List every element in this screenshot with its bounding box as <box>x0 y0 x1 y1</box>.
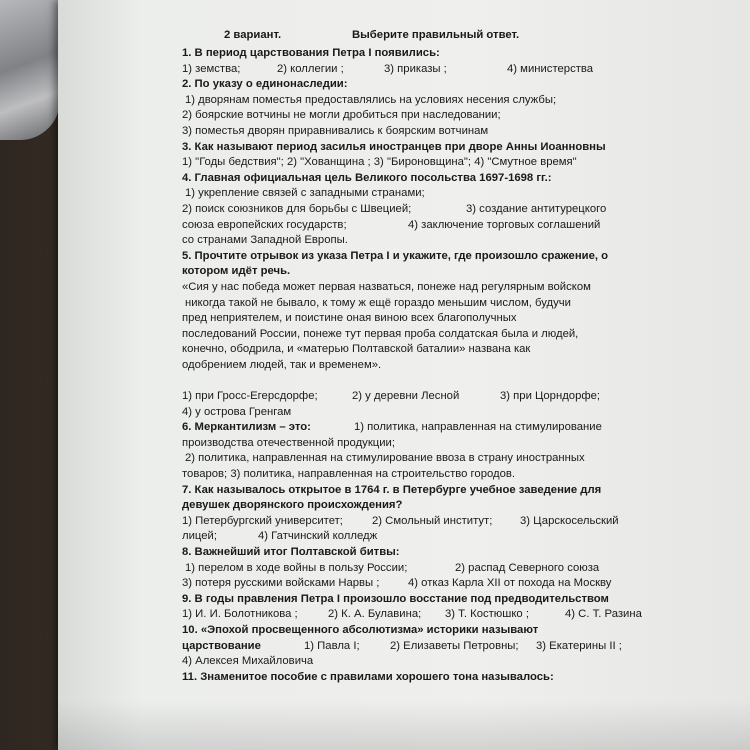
q1-answer-1: 1) земства; <box>182 62 241 75</box>
q4-answer-4: 4) заключение торговых соглашений <box>408 218 601 231</box>
q4-row-3 <box>182 218 652 234</box>
q7-answer-3-cont: лицей; <box>182 530 217 543</box>
q4-answer-1: 1) укрепление связей с западными странами; <box>185 187 425 200</box>
instruction: Выберите правильный ответ. <box>352 29 520 41</box>
q4-answer-3: 3) создание антитурецкого <box>466 202 607 215</box>
q1-answer-3: 3) приказы ; <box>384 62 447 75</box>
header <box>182 28 652 46</box>
question-9: 9. В годы правления Петра I произошло восстание под предводительством <box>182 592 609 605</box>
q7-answer-2: 2) Смольный институт; <box>372 514 493 527</box>
q6-answer-1: 1) политика, направленная на стимулирование <box>354 421 602 434</box>
question-4: 4. Главная официальная цель Великого посольства 1697-1698 гг.: <box>182 171 552 184</box>
q8-answer-1: 1) перелом в ходе войны в пользу России; <box>185 561 408 574</box>
question-7: 7. Как называлось открытое в 1764 г. в Петербурге учебное заведение для <box>182 483 602 496</box>
q5-answer-1: 1) при Гросс-Егерсдорфе; <box>182 390 318 403</box>
q7-answer-1: 1) Петербургский университет; <box>182 514 343 527</box>
q8-row-2 <box>182 576 652 592</box>
q6-answer-2: 2) политика, направленная на стимулирование ввоза в страну иностранных <box>185 452 585 465</box>
q5-quote-line: пред неприятелем, и поистине оная виною всех благополучных <box>182 312 517 325</box>
q2-answer-1: 1) дворянам поместья предоставлялись на условиях несения службы; <box>185 93 557 106</box>
variant-label: 2 вариант. <box>224 29 282 41</box>
q5-quote-line: последований России, понеже тут первая проба солдатская была и людей, <box>182 327 579 340</box>
q4-answer-2: 2) поиск союзников для борьбы с Швецией; <box>182 202 412 215</box>
q10-answer-4: 4) Алексея Михайловича <box>182 655 314 668</box>
q9-answer-3: 3) Т. Костюшко ; <box>445 608 529 621</box>
worksheet <box>182 28 652 685</box>
question-3: 3. Как называют период засилья иностранцев при дворе Анны Иоанновны <box>182 140 606 153</box>
question-5: 5. Прочтите отрывок из указа Петра I и укажите, где произошло сражение, о <box>182 249 609 262</box>
q5-answer-2: 2) у деревни Лесной <box>352 390 460 403</box>
q7-row-1 <box>182 514 652 530</box>
question-2: 2. По указу о единонаследии: <box>182 78 348 91</box>
q1-answers <box>182 62 652 78</box>
question-7-cont: девушек дворянского происхождения? <box>182 499 403 512</box>
q8-answer-2: 2) распад Северного союза <box>455 561 600 574</box>
question-10: 10. «Эпохой просвещенного абсолютизма» историки называют <box>182 623 539 636</box>
q9-answers <box>182 607 652 623</box>
q5-quote-line: конечно, ободрила, и «матерью Полтавской баталии» названа как <box>182 343 531 356</box>
q8-answer-4: 4) отказ Карла XII от похода на Москву <box>408 577 612 590</box>
q7-answer-4: 4) Гатчинский колледж <box>258 530 378 543</box>
q10-answer-3: 3) Екатерины II ; <box>536 639 622 652</box>
q9-answer-2: 2) К. А. Булавина; <box>328 608 422 621</box>
q10-row-1 <box>182 639 652 655</box>
q6-row-1 <box>182 420 652 436</box>
plastic-wrap <box>0 0 60 140</box>
q4-row-2 <box>182 202 652 218</box>
q6-answer-1-cont: производства отечественной продукции; <box>182 436 395 449</box>
q7-row-2 <box>182 529 652 545</box>
q5-quote-line: одобрением людей, так и временем». <box>182 358 382 371</box>
q9-answer-1: 1) И. И. Болотникова ; <box>182 608 298 621</box>
q3-answers: 1) "Годы бедствия"; 2) "Хованщина ; 3) "Бироновщина"; 4) "Смутное время" <box>182 156 577 169</box>
question-5-cont: котором идёт речь. <box>182 265 291 278</box>
question-10-cont: царствование <box>182 639 261 652</box>
q5-answer-4: 4) у острова Гренгам <box>182 405 292 418</box>
q9-answer-4: 4) С. Т. Разина <box>565 608 642 621</box>
q8-answer-3: 3) потеря русскими войсками Нарвы ; <box>182 577 380 590</box>
question-8: 8. Важнейший итог Полтавской битвы: <box>182 546 400 558</box>
q1-answer-2: 2) коллегии ; <box>277 62 344 75</box>
q5-quote-line: «Сия у нас победа может первая назваться, понеже над регулярным войском <box>182 280 591 293</box>
q10-answer-1: 1) Павла I; <box>304 639 360 652</box>
question-1: 1. В период царствования Петра I появились: <box>182 47 440 59</box>
question-11: 11. Знаменитое пособие с правилами хорошего тона называлось: <box>182 670 554 683</box>
q1-answer-4: 4) министерства <box>507 62 594 75</box>
question-6: 6. Меркантилизм – это: <box>182 421 311 434</box>
q8-row-1 <box>182 561 652 577</box>
q5-answers <box>182 389 652 405</box>
q5-answer-3: 3) при Цорндорфе; <box>500 390 601 403</box>
q2-answer-3: 3) поместья дворян приравнивались к боярским вотчинам <box>182 124 489 137</box>
q10-answer-2: 2) Елизаветы Петровны; <box>390 639 519 652</box>
q7-answer-3: 3) Царскосельский <box>520 514 619 527</box>
q4-answer-4-cont: со странами Западной Европы. <box>182 234 348 247</box>
q2-answer-2: 2) боярские вотчины не могли дробиться при наследовании; <box>182 109 501 122</box>
paper-shadow <box>58 700 750 750</box>
q6-answer-2-3: товаров; 3) политика, направленная на строительство городов. <box>182 468 516 481</box>
q5-quote-line: никогда такой не бывало, к тому ж ещё гораздо меньшим числом, будучи <box>185 296 571 309</box>
q4-answer-3-cont: союза европейских государств; <box>182 218 347 231</box>
